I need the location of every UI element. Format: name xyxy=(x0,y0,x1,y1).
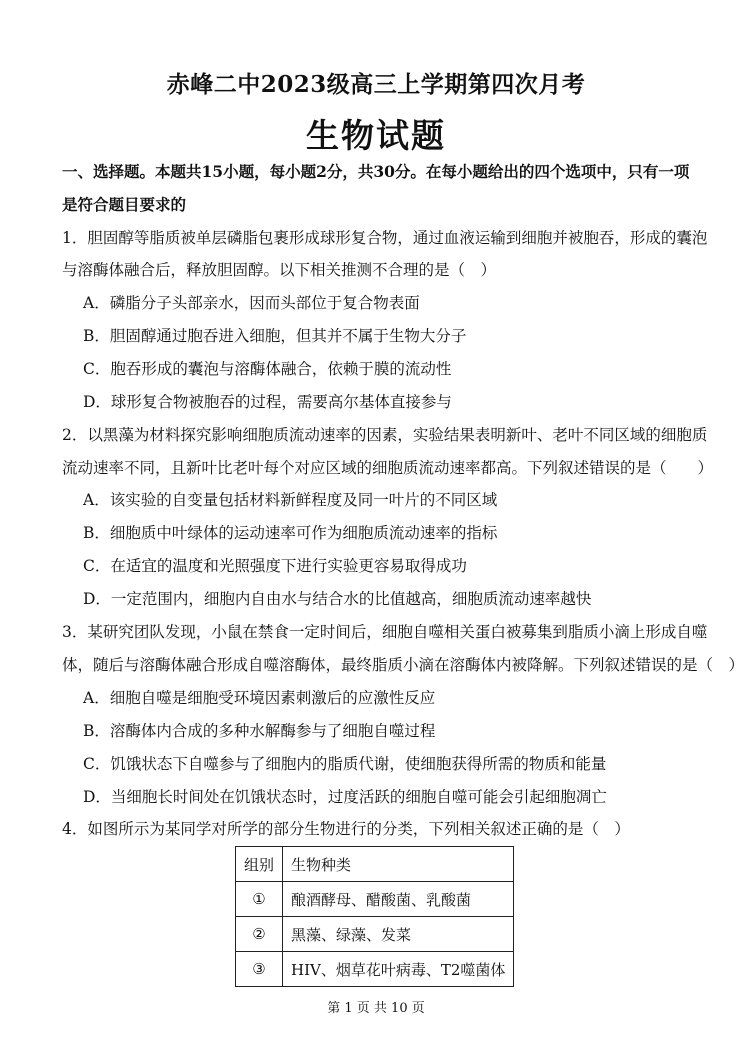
table-header-row xyxy=(236,847,514,882)
page-footer: 第 1 页 共 10 页 xyxy=(327,1001,425,1016)
question-1-option-c: C．胞吞形成的囊泡与溶酶体融合，依赖于膜的流动性 xyxy=(83,360,452,378)
question-2-stem-line1: 2．以黑藻为材料探究影响细胞质流动速率的因素，实验结果表明新叶、老叶不同区域的细胞质 xyxy=(62,426,708,444)
subject-title: 生物试题 xyxy=(306,116,446,155)
table-cell-group: ③ xyxy=(236,952,283,987)
table-cell-species: 黑藻、绿藻、发菜 xyxy=(283,917,514,952)
table-header-cell: 生物种类 xyxy=(283,847,514,882)
question-3-stem-line1: 3．某研究团队发现，小鼠在禁食一定时间后，细胞自噬相关蛋白被募集到脂质小滴上形成自噬 xyxy=(62,623,708,641)
table-cell-group: ① xyxy=(236,882,283,917)
question-3-option-a: A．细胞自噬是细胞受环境因素刺激后的应激性反应 xyxy=(83,689,436,707)
question-3-option-b: B．溶酶体内合成的多种水解酶参与了细胞自噬过程 xyxy=(83,722,436,740)
question-2-option-d: D．一定范围内，细胞内自由水与结合水的比值越高，细胞质流动速率越快 xyxy=(83,590,592,608)
table-header-cell: 组别 xyxy=(236,847,283,882)
table-cell-species: HIV、烟草花叶病毒、T2噬菌体 xyxy=(283,952,514,987)
question-2-stem-line2: 流动速率不同，且新叶比老叶每个对应区域的细胞质流动速率都高。下列叙述错误的是（ ） xyxy=(62,459,714,477)
table-cell-group: ② xyxy=(236,917,283,952)
question-1-option-d: D．球形复合物被胞吞的过程，需要高尔基体直接参与 xyxy=(83,393,452,411)
question-2-option-c: C．在适宜的温度和光照强度下进行实验更容易取得成功 xyxy=(83,557,467,575)
exam-title: 赤峰二中2023级高三上学期第四次月考 xyxy=(166,71,586,98)
question-3-option-d: D．当细胞长时间处在饥饿状态时，过度活跃的细胞自噬可能会引起细胞凋亡 xyxy=(83,788,607,806)
question-1-option-a: A．磷脂分子头部亲水，因而头部位于复合物表面 xyxy=(83,294,420,312)
question-2-option-b: B．细胞质中叶绿体的运动速率可作为细胞质流动速率的指标 xyxy=(83,524,498,542)
section-instructions-line1: 一、选择题。本题共15小题，每小题2分，共30分。在每小题给出的四个选项中，只有一项 xyxy=(62,162,690,181)
question-1-stem-line2: 与溶酶体融合后，释放胆固醇。以下相关推测不合理的是（ ） xyxy=(62,261,497,279)
question-1-stem-line1: 1．胆固醇等脂质被单层磷脂包裹形成球形复合物，通过血液运输到细胞并被胞吞，形成的囊泡 xyxy=(62,229,708,247)
table-cell-species: 酿酒酵母、醋酸菌、乳酸菌 xyxy=(283,882,514,917)
classification-table xyxy=(235,846,514,987)
table-row xyxy=(236,952,514,987)
section-instructions-line2: 是符合题目要求的 xyxy=(62,195,187,214)
table-row xyxy=(236,917,514,952)
question-3-option-c: C．饥饿状态下自噬参与了细胞内的脂质代谢，使细胞获得所需的物质和能量 xyxy=(83,755,607,773)
question-4-stem-line1: 4．如图所示为某同学对所学的部分生物进行的分类，下列相关叙述正确的是（ ） xyxy=(62,820,630,838)
question-2-option-a: A．该实验的自变量包括材料新鲜程度及同一叶片的不同区域 xyxy=(83,491,498,509)
question-1-option-b: B．胆固醇通过胞吞进入细胞，但其并不属于生物大分子 xyxy=(83,327,467,345)
question-3-stem-line2: 体，随后与溶酶体融合形成自噬溶酶体，最终脂质小滴在溶酶体内被降解。下列叙述错误的是（ ） xyxy=(62,656,745,674)
table-row xyxy=(236,882,514,917)
